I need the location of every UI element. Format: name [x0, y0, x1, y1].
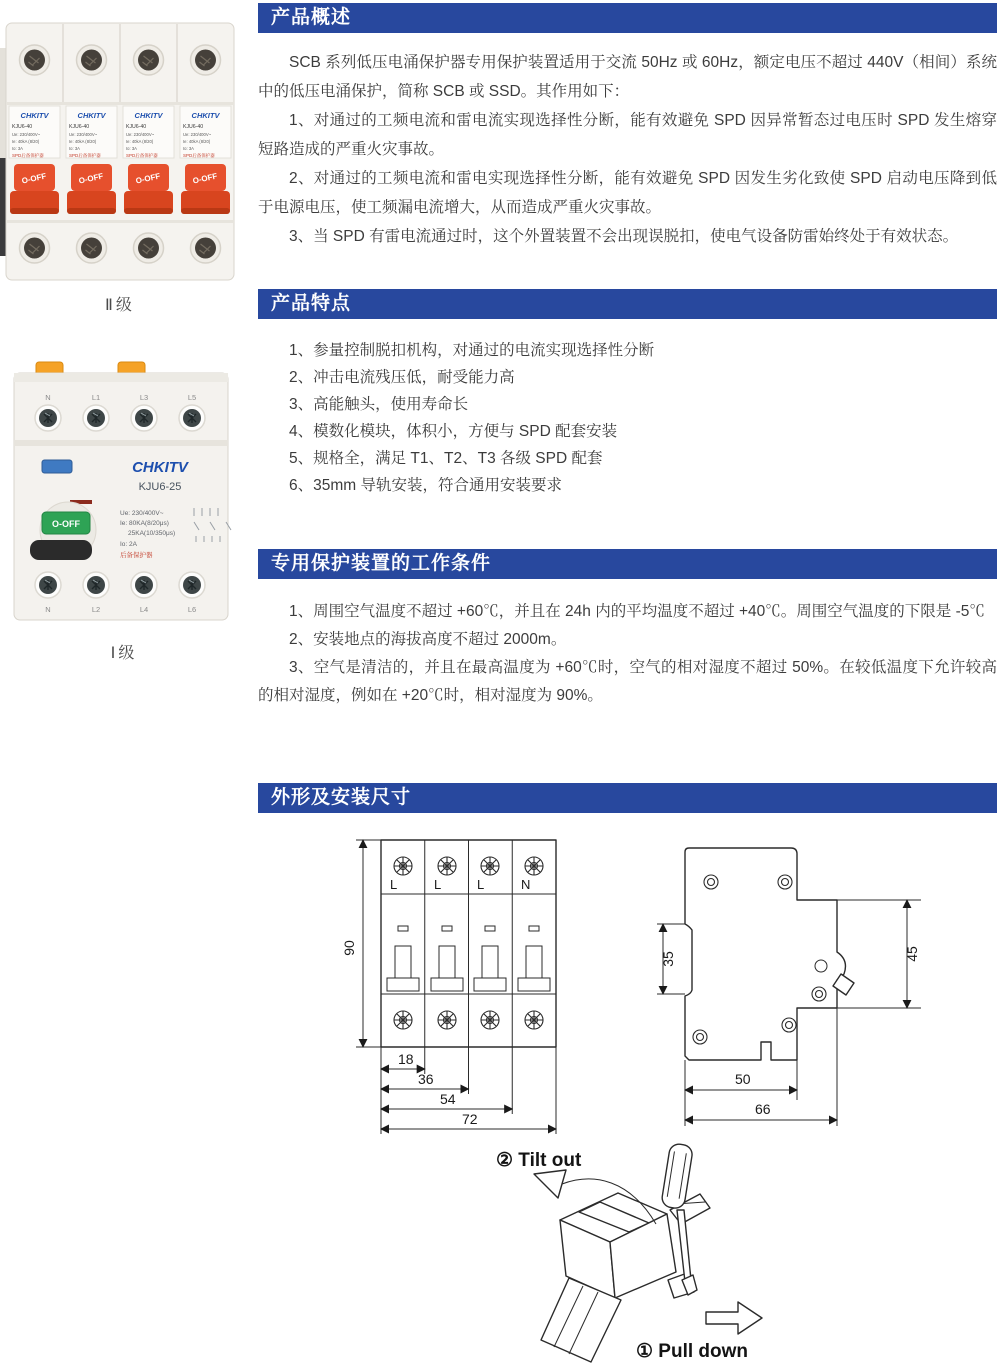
dimension-label: 66 [755, 1101, 771, 1117]
terminal-screw-icon [131, 405, 157, 431]
front-view-drawing [332, 836, 627, 1138]
overview-paragraph: 2、对通过的工频电流和雷电实现选择性分断，能有效避免 SPD 因发生劣化致使 SPD 启动电压降到低于电源电压，使工频漏电流增大，从而造成严重火灾事故。 [258, 170, 997, 216]
feature-item: 3、高能触头，使用寿命长 [289, 396, 469, 413]
handle-lever [30, 540, 92, 560]
brand-logo: CHKITV [77, 111, 106, 120]
section-title-features: 产品特点 [258, 289, 997, 319]
terminal-label: L2 [91, 605, 101, 614]
handle-label: O-OFF [20, 171, 48, 186]
model-label: KJU6-40 [126, 124, 147, 130]
side-view-drawing [645, 838, 940, 1138]
terminal-label: N [45, 393, 51, 402]
feature-item: 4、模数化模块，体积小，方便与 SPD 配套安装 [289, 423, 618, 440]
dimension-label: 90 [341, 940, 357, 956]
dimension-front [837, 900, 921, 1008]
model-label: KJU6-25 [138, 481, 182, 493]
spec-rated: Io: 3A [183, 146, 194, 151]
feature-item: 6、35mm 导轨安装，符合通用安装要求 [289, 477, 562, 494]
terminal-screw-icon [20, 233, 50, 263]
terminal-label: N [45, 605, 51, 614]
overview-paragraph: 1、对通过的工频电流和雷电流实现选择性分断，能有效避免 SPD 因异常暂态过电压时 SPD 发生熔穿短路造成的严重火灾事故。 [258, 112, 997, 158]
spec-voltage: Ue: 230/400V~ [12, 132, 41, 137]
spec-voltage: Ue: 230/400V~ [183, 132, 212, 137]
condition-paragraph: 1、周围空气温度不超过 +60℃，并且在 24h 内的平均温度不超过 +40℃。周围空气温度的下限是 -5℃ [289, 603, 985, 620]
features-list [258, 337, 997, 499]
spec-rated: Io: 3A [69, 146, 80, 151]
install-step-pull-label: ① Pull down [636, 1341, 749, 1362]
pole-label: L [390, 877, 398, 892]
pole-label: N [521, 877, 531, 892]
pole-label: L [434, 877, 442, 892]
section-title-overview: 产品概述 [258, 3, 997, 33]
condition-paragraph: 3、空气是清洁的，并且在最高温度为 +60℃时，空气的相对湿度不超过 50%。在较低温度下允许较高的相对湿度，例如在 +20℃时，相对湿度为 90%。 [258, 659, 997, 704]
test-button [42, 460, 72, 473]
model-label: KJU6-40 [12, 124, 33, 130]
class1-breaker-image [8, 360, 240, 630]
handle-label: O-OFF [134, 171, 162, 186]
backup-tag: 后备保护器 [120, 552, 153, 559]
handle-label: O-OFF [191, 171, 219, 186]
model-label: KJU6-40 [69, 124, 90, 130]
terminal-label: L5 [187, 393, 197, 402]
spec-imax2: 25KA(10/350μs) [128, 530, 176, 537]
spec-rated: Io: 3A [12, 146, 23, 151]
terminal-label: L1 [91, 393, 101, 402]
overview-paragraph: 3、当 SPD 有雷电流通过时，这个外置装置不会出现误脱扣，使电气设备防雷始终处于有效状态。 [289, 228, 959, 245]
condition-paragraph: 2、安装地点的海拔高度不超过 2000m。 [289, 631, 567, 648]
spd-tag: SPD后备保护器 [126, 153, 158, 158]
class1-caption: Ⅰ级 [110, 645, 138, 662]
terminal-screw-icon [20, 45, 50, 75]
overview-text [258, 48, 997, 251]
terminal-screw-icon [179, 405, 205, 431]
dimension-label: 54 [440, 1091, 456, 1107]
section-title-conditions: 专用保护装置的工作条件 [258, 549, 997, 579]
dimension-label: 45 [904, 946, 920, 962]
terminal-screw-icon [35, 405, 61, 431]
pole-label: L [477, 877, 485, 892]
terminal-label: L4 [139, 605, 149, 614]
spec-current: Ie: 40kA (8/20) [126, 139, 154, 144]
brand-logo: CHKITV [134, 111, 163, 120]
product-photo-class1 [8, 360, 240, 663]
spd-tag: SPD后备保护器 [183, 153, 215, 158]
spd-tag: SPD后备保护器 [69, 153, 101, 158]
breaker-side-outline [685, 848, 845, 1060]
spec-current: Ie: 40kA (8/20) [183, 139, 211, 144]
spec-current: Ie: 40kA (8/20) [12, 139, 40, 144]
install-step-tilt-label: ② Tilt out [496, 1150, 582, 1171]
spec-rated: Io: 3A [126, 146, 137, 151]
brand-logo: CHKITV [20, 111, 49, 120]
spec-voltage: Ue: 230/400V~ [126, 132, 155, 137]
dimension-label: 72 [462, 1111, 478, 1127]
handle-label: O-OFF [77, 171, 105, 186]
class2-caption: Ⅱ级 [105, 297, 135, 314]
feature-item: 1、参量控制脱扣机构，对通过的电流实现选择性分断 [289, 342, 655, 359]
terminal-screw-icon [83, 405, 109, 431]
terminal-label: L3 [139, 393, 149, 402]
dimension-label: 35 [660, 951, 676, 967]
dimension-label: 50 [735, 1071, 751, 1087]
conditions-text [258, 598, 997, 710]
spec-current: Ie: 40kA (8/20) [69, 139, 97, 144]
pull-arrow-icon [706, 1302, 762, 1334]
overview-paragraph: SCB 系列低压电涌保护器专用保护装置适用于交流 50Hz 或 60Hz，额定电压不超过 440V（相间）系统中的低压电涌保护，简称 SCB 或 SSD。其作用如下： [258, 54, 997, 100]
brand-logo: CHKITV [191, 111, 220, 120]
class2-breaker-image [0, 18, 240, 288]
feature-item: 5、规格全，满足 T1、T2、T3 各级 SPD 配套 [289, 450, 603, 467]
section-title-dimensions: 外形及安装尺寸 [258, 783, 997, 813]
spd-tag: SPD后备保护器 [12, 153, 44, 158]
install-drawing [448, 1140, 803, 1365]
dimension-widths [381, 1047, 556, 1134]
spec-imax: Ie: 80KA(8/20μs) [120, 520, 169, 527]
terminal-screw-icon [35, 572, 61, 598]
product-photo-class2 [0, 18, 240, 315]
spec-rated: Io: 2A [120, 541, 137, 548]
model-label: KJU6-40 [183, 124, 204, 130]
spec-voltage: Ue: 230/400V~ [120, 510, 164, 517]
terminal-screw-icon [83, 572, 109, 598]
screw-icon [394, 1011, 412, 1029]
handle-label: O-OFF [52, 519, 80, 529]
dimension-height [341, 840, 381, 1047]
spec-voltage: Ue: 230/400V~ [69, 132, 98, 137]
terminal-label: L6 [187, 605, 197, 614]
brand-logo: CHKITV [132, 459, 188, 476]
dimension-label: 36 [418, 1071, 434, 1087]
feature-item: 2、冲击电流残压低，耐受能力高 [289, 369, 515, 386]
screw-icon [394, 857, 412, 875]
terminal-screw-icon [179, 572, 205, 598]
dimension-rail [657, 924, 685, 994]
dimension-label: 18 [398, 1051, 414, 1067]
terminal-screw-icon [131, 572, 157, 598]
